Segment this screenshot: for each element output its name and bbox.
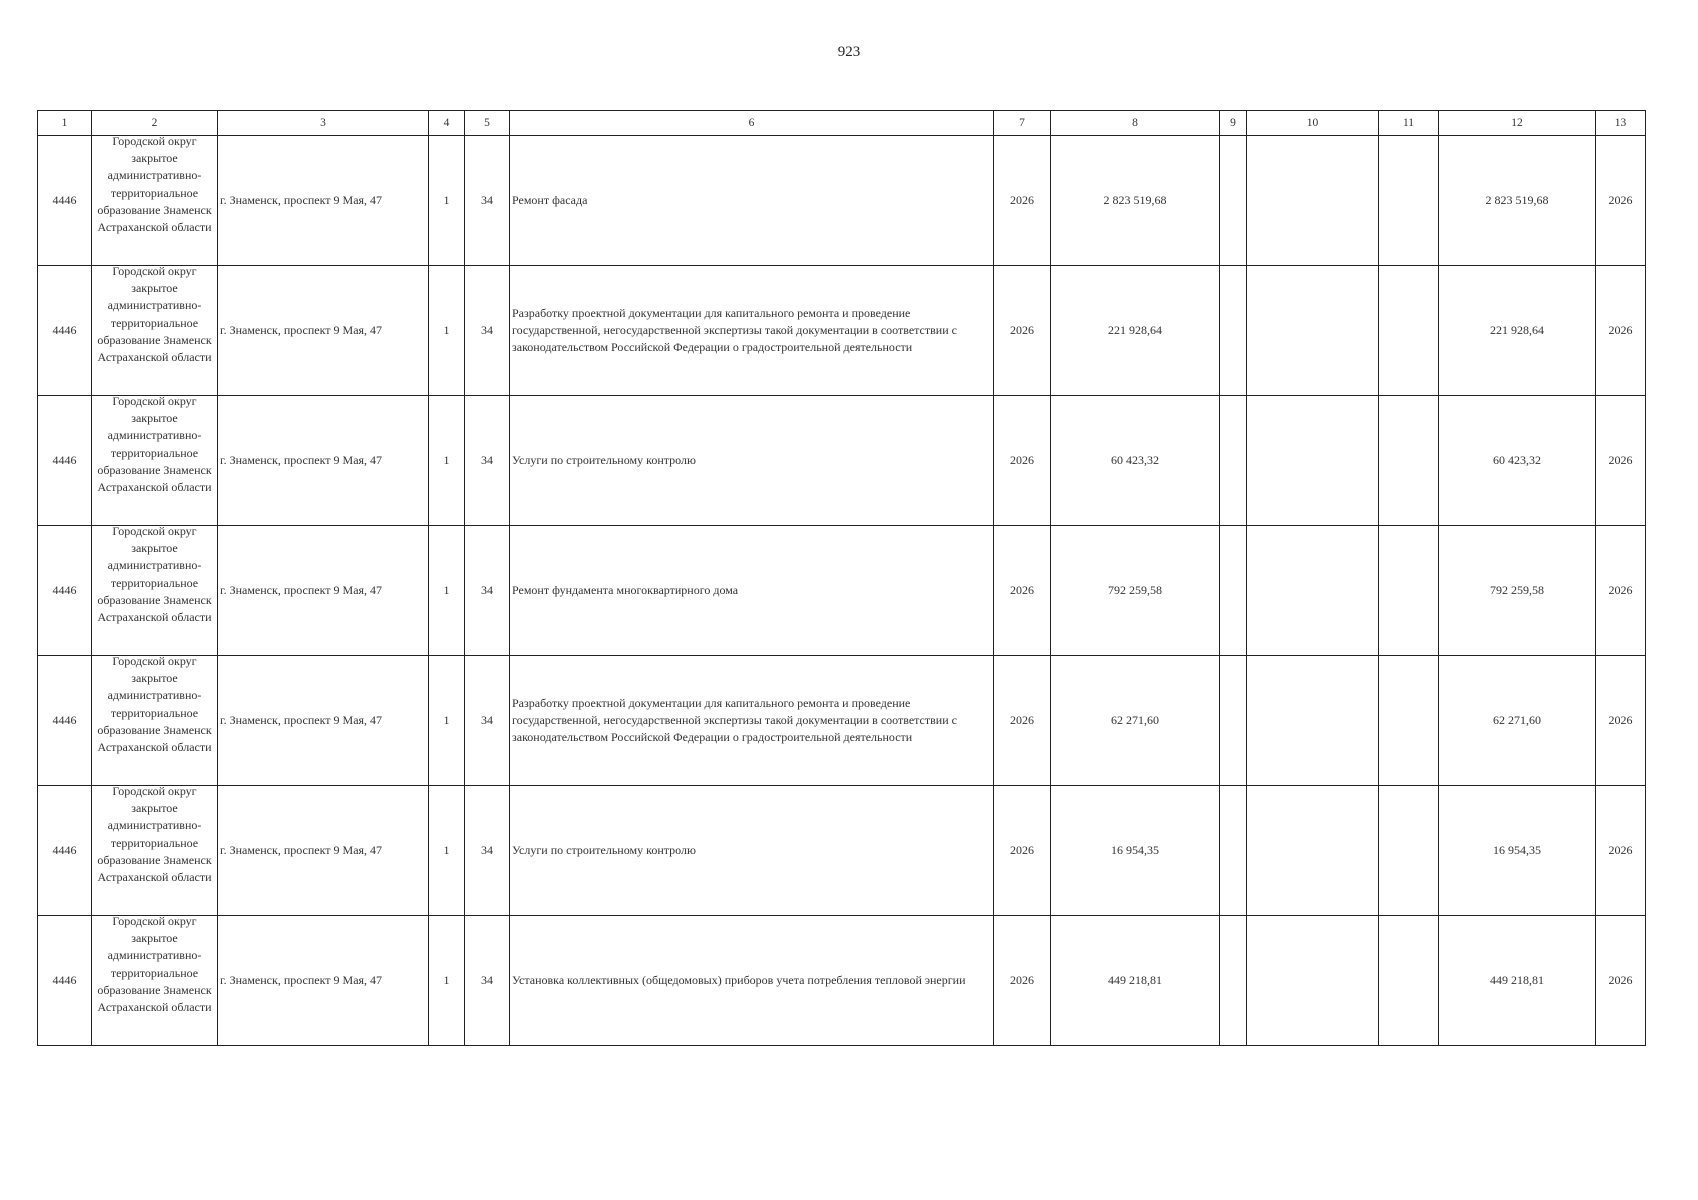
column-number-header: 5 <box>465 111 510 136</box>
col10-cell <box>1247 136 1379 266</box>
municipality-cell <box>92 136 218 266</box>
col10-cell <box>1247 526 1379 656</box>
municipality-text: Городской округ закрытое административно-территориальное образование Знаменск Астраханской области <box>97 265 212 365</box>
year-cell: 2026 <box>994 396 1051 526</box>
col5-cell: 34 <box>465 266 510 396</box>
column-number-row <box>38 111 1646 136</box>
col11-cell <box>1379 266 1439 396</box>
column-number-header: 4 <box>429 111 465 136</box>
municipality-cell <box>92 396 218 526</box>
col11-cell <box>1379 526 1439 656</box>
cost-cell: 62 271,60 <box>1051 656 1220 786</box>
municipality-text: Городской округ закрытое административно-территориальное образование Знаменск Астраханской области <box>97 395 212 495</box>
col4-cell: 1 <box>429 396 465 526</box>
col9-cell <box>1220 266 1247 396</box>
col10-cell <box>1247 396 1379 526</box>
column-number-header: 6 <box>510 111 994 136</box>
column-number-header: 13 <box>1596 111 1646 136</box>
column-number-header: 7 <box>994 111 1051 136</box>
table-row <box>38 916 1646 1046</box>
column-number-header: 3 <box>218 111 429 136</box>
col4-cell: 1 <box>429 786 465 916</box>
column-number-header: 11 <box>1379 111 1439 136</box>
address-cell: г. Знаменск, проспект 9 Мая, 47 <box>218 656 429 786</box>
table-row <box>38 396 1646 526</box>
col9-cell <box>1220 136 1247 266</box>
total-cost-cell: 2 823 519,68 <box>1439 136 1596 266</box>
record-id-cell: 4446 <box>38 656 92 786</box>
cost-cell: 221 928,64 <box>1051 266 1220 396</box>
col5-cell: 34 <box>465 526 510 656</box>
year-cell: 2026 <box>994 656 1051 786</box>
col10-cell <box>1247 786 1379 916</box>
col4-cell: 1 <box>429 916 465 1046</box>
col10-cell <box>1247 656 1379 786</box>
end-year-cell: 2026 <box>1596 526 1646 656</box>
total-cost-cell: 792 259,58 <box>1439 526 1596 656</box>
column-number-header: 2 <box>92 111 218 136</box>
municipality-text: Городской округ закрытое административно-территориальное образование Знаменск Астраханской области <box>97 915 212 1015</box>
col4-cell: 1 <box>429 526 465 656</box>
address-cell: г. Знаменск, проспект 9 Мая, 47 <box>218 266 429 396</box>
cost-cell: 449 218,81 <box>1051 916 1220 1046</box>
record-id-cell: 4446 <box>38 526 92 656</box>
total-cost-cell: 221 928,64 <box>1439 266 1596 396</box>
address-cell: г. Знаменск, проспект 9 Мая, 47 <box>218 786 429 916</box>
col5-cell: 34 <box>465 656 510 786</box>
column-number-header: 8 <box>1051 111 1220 136</box>
page-number: 923 <box>837 44 861 60</box>
work-type-cell: Ремонт фундамента многоквартирного дома <box>510 526 994 656</box>
col9-cell <box>1220 526 1247 656</box>
work-type-cell: Разработку проектной документации для капитального ремонта и проведение государственной, негосударственной экспертизы такой документации в соответствии с законодательством Российской Федерации о градостроительной деятельности <box>510 266 994 396</box>
address-cell: г. Знаменск, проспект 9 Мая, 47 <box>218 916 429 1046</box>
cost-cell: 792 259,58 <box>1051 526 1220 656</box>
col4-cell: 1 <box>429 656 465 786</box>
col9-cell <box>1220 916 1247 1046</box>
col4-cell: 1 <box>429 266 465 396</box>
col11-cell <box>1379 656 1439 786</box>
municipality-cell <box>92 786 218 916</box>
cost-cell: 16 954,35 <box>1051 786 1220 916</box>
column-number-header: 12 <box>1439 111 1596 136</box>
record-id-cell: 4446 <box>38 786 92 916</box>
col4-cell: 1 <box>429 136 465 266</box>
address-cell: г. Знаменск, проспект 9 Мая, 47 <box>218 396 429 526</box>
work-type-cell: Разработку проектной документации для капитального ремонта и проведение государственной, негосударственной экспертизы такой документации в соответствии с законодательством Российской Федерации о градостроительной деятельности <box>510 656 994 786</box>
table-row <box>38 786 1646 916</box>
year-cell: 2026 <box>994 526 1051 656</box>
col11-cell <box>1379 916 1439 1046</box>
cost-cell: 2 823 519,68 <box>1051 136 1220 266</box>
table-row <box>38 656 1646 786</box>
table-row <box>38 266 1646 396</box>
work-type-cell: Ремонт фасада <box>510 136 994 266</box>
repair-plan-table <box>37 110 1646 1046</box>
column-number-header: 9 <box>1220 111 1247 136</box>
table-row <box>38 136 1646 266</box>
col10-cell <box>1247 916 1379 1046</box>
address-cell: г. Знаменск, проспект 9 Мая, 47 <box>218 136 429 266</box>
end-year-cell: 2026 <box>1596 136 1646 266</box>
record-id-cell: 4446 <box>38 396 92 526</box>
col5-cell: 34 <box>465 396 510 526</box>
col11-cell <box>1379 786 1439 916</box>
year-cell: 2026 <box>994 916 1051 1046</box>
col5-cell: 34 <box>465 786 510 916</box>
end-year-cell: 2026 <box>1596 396 1646 526</box>
year-cell: 2026 <box>994 136 1051 266</box>
municipality-text: Городской округ закрытое административно-территориальное образование Знаменск Астраханской области <box>97 135 212 235</box>
year-cell: 2026 <box>994 266 1051 396</box>
col11-cell <box>1379 396 1439 526</box>
table-row <box>38 526 1646 656</box>
end-year-cell: 2026 <box>1596 916 1646 1046</box>
col10-cell <box>1247 266 1379 396</box>
municipality-cell <box>92 916 218 1046</box>
end-year-cell: 2026 <box>1596 266 1646 396</box>
work-type-cell: Установка коллективных (общедомовых) приборов учета потребления тепловой энергии <box>510 916 994 1046</box>
record-id-cell: 4446 <box>38 266 92 396</box>
municipality-cell <box>92 656 218 786</box>
address-cell: г. Знаменск, проспект 9 Мая, 47 <box>218 526 429 656</box>
total-cost-cell: 62 271,60 <box>1439 656 1596 786</box>
col9-cell <box>1220 396 1247 526</box>
col5-cell: 34 <box>465 916 510 1046</box>
col11-cell <box>1379 136 1439 266</box>
col9-cell <box>1220 786 1247 916</box>
total-cost-cell: 449 218,81 <box>1439 916 1596 1046</box>
col5-cell: 34 <box>465 136 510 266</box>
work-type-cell: Услуги по строительному контролю <box>510 786 994 916</box>
record-id-cell: 4446 <box>38 916 92 1046</box>
column-number-header: 1 <box>38 111 92 136</box>
col9-cell <box>1220 656 1247 786</box>
cost-cell: 60 423,32 <box>1051 396 1220 526</box>
municipality-text: Городской округ закрытое административно-территориальное образование Знаменск Астраханской области <box>97 655 212 755</box>
municipality-text: Городской округ закрытое административно-территориальное образование Знаменск Астраханской области <box>97 525 212 625</box>
year-cell: 2026 <box>994 786 1051 916</box>
record-id-cell: 4446 <box>38 136 92 266</box>
work-type-cell: Услуги по строительному контролю <box>510 396 994 526</box>
municipality-text: Городской округ закрытое административно-территориальное образование Знаменск Астраханской области <box>97 785 212 885</box>
total-cost-cell: 60 423,32 <box>1439 396 1596 526</box>
total-cost-cell: 16 954,35 <box>1439 786 1596 916</box>
end-year-cell: 2026 <box>1596 656 1646 786</box>
municipality-cell <box>92 526 218 656</box>
end-year-cell: 2026 <box>1596 786 1646 916</box>
municipality-cell <box>92 266 218 396</box>
column-number-header: 10 <box>1247 111 1379 136</box>
